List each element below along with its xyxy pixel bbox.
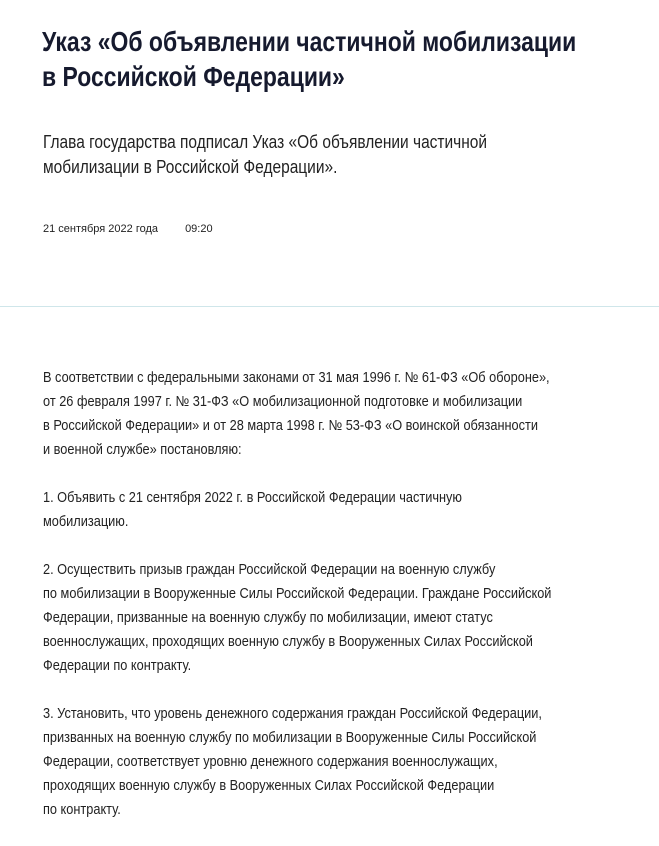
text-line: военнослужащих, проходящих военную службу в Вооруженных Силах Российской [43, 634, 533, 650]
publication-date: 21 сентября 2022 года [43, 223, 158, 235]
text-line: 3. Установить, что уровень денежного содержания граждан Российской Федерации, [43, 706, 542, 722]
title-line: в Российской Федерации» [42, 61, 345, 92]
document-body [43, 366, 621, 846]
text-line: от 26 февраля 1997 г. № 31-ФЗ «О мобилизационной подготовке и мобилизации [43, 394, 523, 410]
page-title [42, 24, 659, 94]
divider [0, 306, 659, 307]
text-line: в Российской Федерации» и от 28 марта 1998 г. № 53-ФЗ «О воинской обязанности [43, 418, 538, 434]
paragraph-2 [43, 558, 621, 678]
text-line: проходящих военную службу в Вооруженных Силах Российской Федерации [43, 778, 495, 794]
paragraph-preamble [43, 366, 621, 462]
paragraph-3 [43, 702, 621, 822]
lead-line: Глава государства подписал Указ «Об объявлении частичной [43, 132, 488, 152]
publication-meta [43, 223, 237, 235]
paragraph-1 [43, 486, 621, 534]
text-line: 2. Осуществить призыв граждан Российской Федерации на военную службу [43, 562, 496, 578]
text-line: по мобилизации в Вооруженные Силы Российской Федерации. Граждане Российской [43, 586, 552, 602]
text-line: Федерации по контракту. [43, 658, 192, 674]
text-line: Федерации, соответствует уровню денежного содержания военнослужащих, [43, 754, 498, 770]
text-line: призванных на военную службу по мобилизации в Вооруженные Силы Российской [43, 730, 537, 746]
text-line: 1. Объявить с 21 сентября 2022 г. в Российской Федерации частичную [43, 490, 462, 506]
title-line: Указ «Об объявлении частичной мобилизации [42, 26, 577, 57]
text-line: и военной службе» постановляю: [43, 442, 242, 458]
lead-line: мобилизации в Российской Федерации». [43, 157, 338, 177]
lead-summary [43, 130, 559, 180]
text-line: мобилизацию. [43, 514, 129, 530]
text-line: по контракту. [43, 802, 121, 818]
publication-time: 09:20 [185, 223, 213, 235]
text-line: Федерации, призванные на военную службу по мобилизации, имеют статус [43, 610, 493, 626]
text-line: В соответствии с федеральными законами от 31 мая 1996 г. № 61-ФЗ «Об обороне», [43, 370, 550, 386]
